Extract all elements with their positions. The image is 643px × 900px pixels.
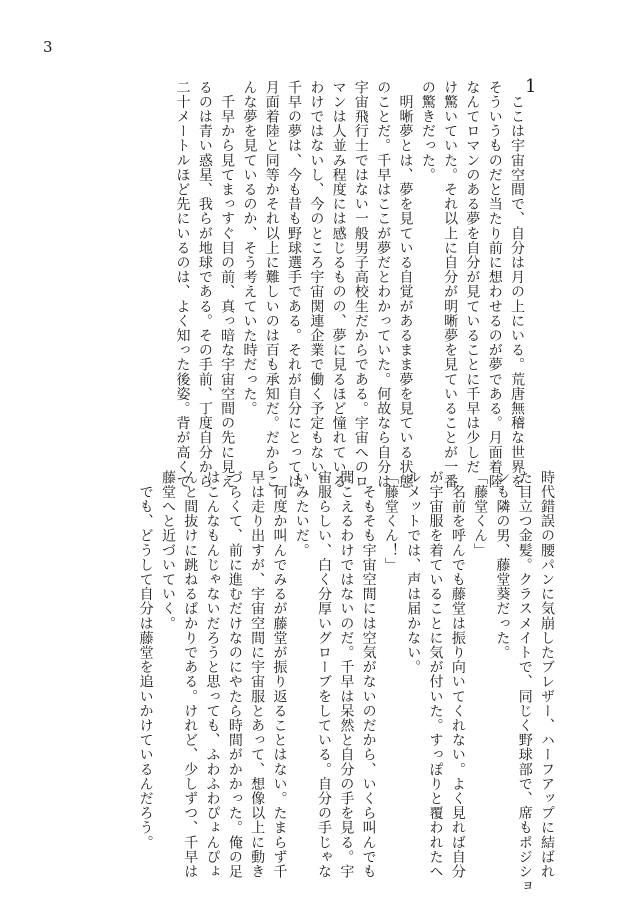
text-line: そういうものだと当たり前に想わせるのが夢である。月面着陸 [486,80,503,489]
text-line: 宙服らしい、白く分厚いグローブをしている。自分の手じゃな [316,470,333,879]
text-line: ンも隣の男、藤堂葵だった。 [494,470,511,660]
text-line: 聞こえるわけではないのだ。千早は呆然と自分の手を見る。宇 [338,470,355,879]
text-line: わけではないし、今のところ宇宙関連企業で働く予定もない。 [308,80,325,489]
text-line: はこんなもんじゃないだろうと思っても、ふわふわぴょんぴょ [204,470,221,879]
text-line: そもそも宇宙空間には空気がないのだから、いくら叫んでも [360,470,377,879]
text-line: 何度か叫んでみるが藤堂が振り返ることはない。たまらず千 [271,470,288,879]
text-line: マンは人並み程度には感じるものの、夢に見るほど憧れている [330,80,347,489]
text-line: 「藤堂くん！」 [382,470,399,573]
text-line: け驚いていた。それ以上に自分が明晰夢を見ていることが一番 [442,80,459,489]
text-line: なんてロマンのある夢を自分が見ていることに千早は少しだ [464,80,481,475]
chapter-number: 1 [525,76,537,97]
text-line: づらくて、前に進むだけなのにやたら時間がかかった。俺の足 [226,470,243,879]
text-line: の驚きだった。 [419,80,436,183]
text-block-bottom [134,470,558,894]
text-line: 月面着陸と同等かそれ以上に難しいのは百も承知だ。だからこ [263,80,280,489]
text-line: ルメットでは、声は届かない。 [405,470,422,675]
text-line: いみたいだ。 [293,470,310,558]
text-block-top [171,80,528,489]
text-line: た目立つ金髪。クラスメイトで、同じく野球部で、席もポジショ [516,470,533,894]
text-line: 名前を呼んでも藤堂は振り向いてくれない。よく見れば自分 [449,470,466,879]
text-line: 明晰夢とは、夢を見ている自覚があるまま夢を見ている状態 [397,80,414,489]
text-line: 藤堂へと近づいていく。 [159,470,176,631]
text-line: ここは宇宙空間で、自分は月の上にいる。荒唐無稽な世界を [509,80,525,489]
text-line: 千早から見てまっすぐ目の前、真っ暗な宇宙空間の先に見え [219,80,236,489]
text-line: んと間抜けに跳ねるばかりである。けれど、少しずつ、千早は [182,470,199,879]
text-line: 早は走り出すが、宇宙空間に宇宙服とあって、想像以上に動き [249,470,266,879]
text-line: るのは青い惑星、我らが地球である。その手前、丁度自分から [196,80,213,489]
text-line: のことだ。千早はここが夢だとわかっていた。何故なら自分は [375,80,392,489]
text-line: んな夢を見ているのか、そう考えていた時だった。 [241,80,258,416]
text-line: 二十メートルほど先にいるのは、よく知った後姿。背が高くて [174,80,191,489]
text-line: 時代錯誤の腰パンに気崩したブレザー、ハーフアップに結ばれ [539,470,555,879]
text-line: 「藤堂くん」 [472,470,489,558]
text-line: 千早の夢は、今も昔も野球選手である。それが自分にとっては [286,80,303,489]
page-number: 3 [43,38,53,56]
text-line: 宇宙飛行士ではない一般男子高校生だからである。宇宙へのロ [352,80,369,489]
text-line: が宇宙服を着ていることに気が付いた。すっぽりと覆われたヘ [427,470,444,879]
text-line: でも、どうして自分は藤堂を追いかけているんだろう。 [137,470,154,850]
